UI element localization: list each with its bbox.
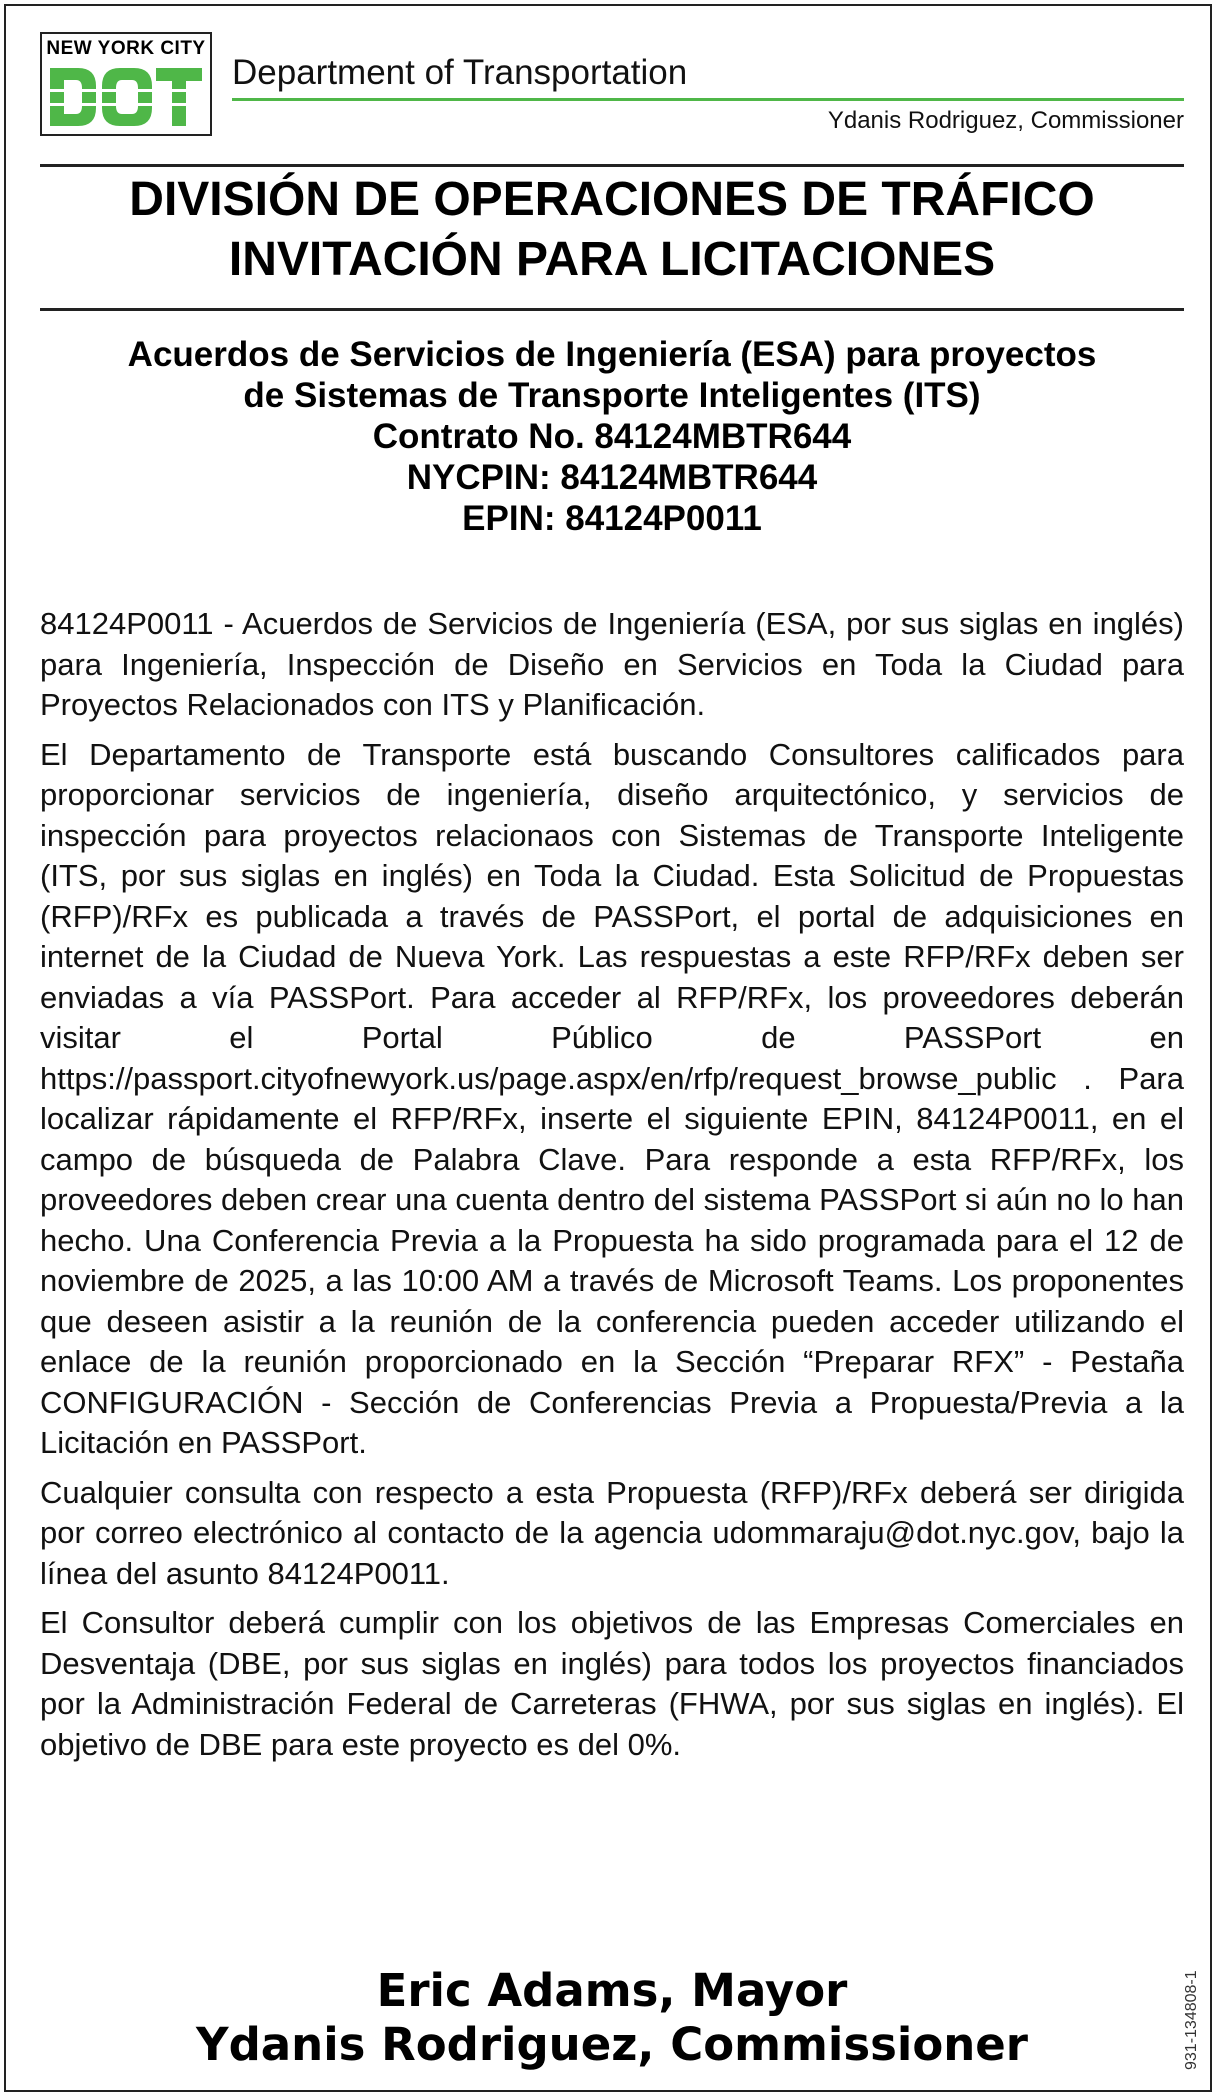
title-bottom-rule [40,308,1184,311]
contract-number: Contrato No. 84124MBTR644 [372,417,852,456]
department-name: Department of Transportation [232,53,688,92]
title-line-2: INVITACIÓN PARA LICITACIONES [228,233,996,286]
header-commissioner: Ydanis Rodriguez, Commissioner [827,107,1184,134]
mayor-name: Eric Adams, Mayor [376,1964,848,2017]
header-divider [232,98,1184,101]
header [40,32,1184,140]
commissioner-name: Ydanis Rodriguez, Commissioner [196,2018,1028,2071]
paragraph-details: El Departamento de Transporte está buscando Consultores calificados para proporcionar servicios de ingeniería, diseño arquitectónico, y servicios de inspección para proyectos relacionaos con Sistemas de Transporte Inteligente (ITS, por sus siglas en inglés) en Toda la Ciudad. Esta Solicitud de Propuestas (RFP)/RFx es publicada a través de PASSPort, el portal de adquisiciones en internet de la Ciudad de Nueva York. Las respuestas a este RFP/RFx deben ser enviadas a vía PASSPort. Para acceder al RFP/RFx, los proveedores deberán visitar el Portal Público de PASSPort en https://passport.cityofnewyork.us/page.aspx/en/rfp/request_browse_public . Para localizar rápidamente el RFP/RFx, inserte el siguiente EPIN, 84124P0011, en el campo de búsqueda de Palabra Clave. Para responde a esta RFP/RFx, los proveedores deben crear una cuenta dentro del sistema PASSPort si aún no lo han hecho. Una Conferencia Previa a la Propuesta ha sido programada para el 12 de noviembre de 2025, a las 10:00 AM a través de Microsoft Teams. Los proponentes que deseen asistir a la reunión de la conferencia pueden acceder utilizando el enlace de la reunión proporcionado en la Sección “Preparar RFX” - Pestaña CONFIGURACIÓN - Sección de Conferencias Previa a Propuesta/Previa a la Licitación en PASSPort. [40,736,1184,1460]
title-line-1: DIVISIÓN DE OPERACIONES DE TRÁFICO [129,173,1095,226]
nyc-dot-logo [40,32,212,136]
contract-heading [40,334,1184,539]
paragraph-dbe: El Consultor deberá cumplir con los objetivos de las Empresas Comerciales en Desventaja (DBE, por sus siglas en inglés) para todos los proyectos financiados por la Administración Federal de Carreteras (FHWA, por sus siglas en inglés). El objetivo de DBE para este proyecto es del 0%. [40,1605,1184,1762]
notice-body [40,604,1184,1774]
subtitle-line-2: de Sistemas de Transporte Inteligentes (ITS) [243,376,981,415]
paragraph-intro: 84124P0011 - Acuerdos de Servicios de Ingeniería (ESA, por sus siglas en inglés) para Ingeniería, Inspección de Diseño en Servicios en Toda la Ciudad para Proyectos Relacionados con ITS y Planificación. [40,606,1184,722]
subtitle-line-1: Acuerdos de Servicios de Ingeniería (ESA) para proyectos [127,335,1097,374]
page-title [40,170,1184,290]
epin: EPIN: 84124P0011 [462,499,762,538]
title-top-rule [40,164,1184,167]
ad-code: 931-134808-1 [1183,1970,1200,2070]
dot-logo-icon [48,64,204,130]
logo-top-text: NEW YORK CITY [46,38,206,59]
paragraph-contact: Cualquier consulta con respecto a esta Propuesta (RFP)/RFx deberá ser dirigida por correo electrónico al contacto de la agencia udommaraju@dot.nyc.gov, bajo la línea del asunto 84124P0011. [40,1474,1184,1591]
nycpin: NYCPIN: 84124MBTR644 [406,458,818,497]
signature-block [40,1964,1184,2072]
